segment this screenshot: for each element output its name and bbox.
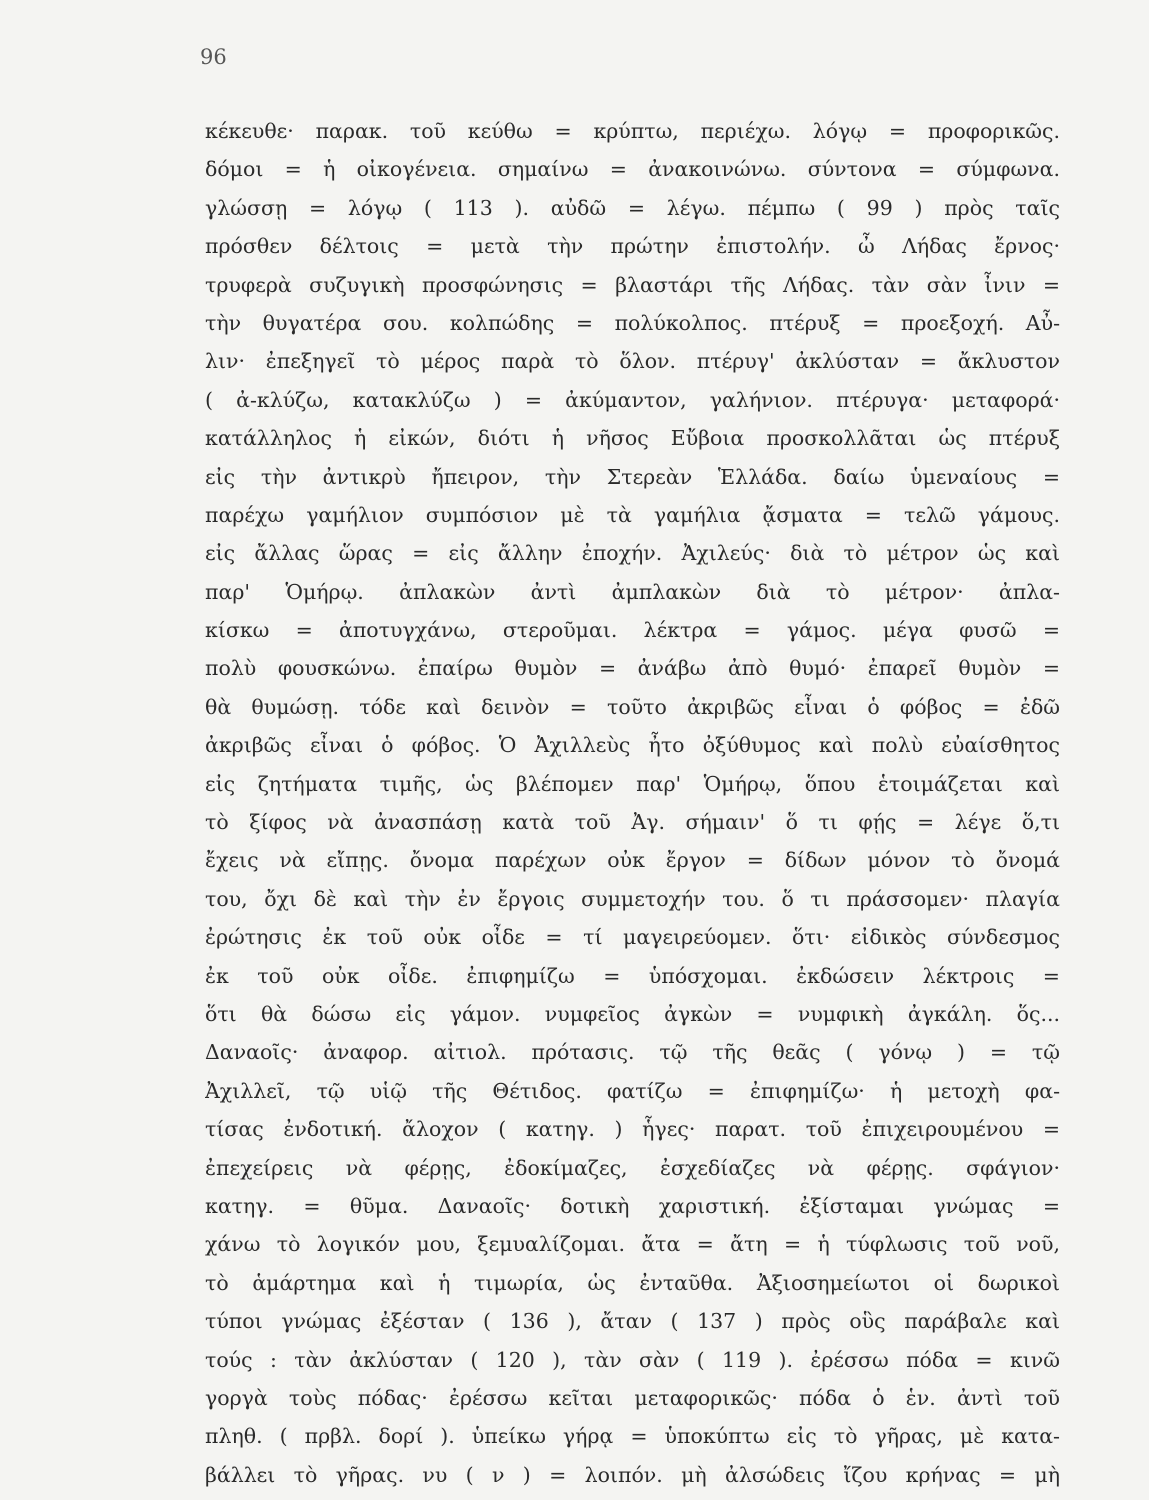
text-line: παρέχω γαμήλιον συμπόσιον μὲ τὰ γαμήλια ᾄσματα = τελῶ γάμους. bbox=[205, 502, 1060, 527]
text-line: Δαναοῖς· ἀναφορ. αἰτιολ. πρότασις. τῷ τῆς θεᾶς ( γόνῳ ) = τῷ bbox=[205, 1040, 1060, 1065]
text-line: δόμοι = ἡ οἰκογένεια. σημαίνω = ἀνακοινώνω. σύντονα = σύμφωνα. bbox=[205, 157, 1060, 182]
body-text bbox=[205, 112, 1060, 1494]
text-line: Ἀχιλλεῖ, τῷ υἱῷ τῆς Θέτιδος. φατίζω = ἐπιφημίζω· ἡ μετοχὴ φα- bbox=[205, 1078, 1060, 1103]
text-line: κατάλληλος ἡ εἰκών, διότι ἡ νῆσος Εὔβοια προσκολλᾶται ὡς πτέρυξ bbox=[205, 426, 1060, 451]
text-line: τρυφερὰ συζυγικὴ προσφώνησις = βλαστάρι τῆς Λήδας. τὰν σὰν ἶνιν = bbox=[205, 272, 1060, 297]
text-line: ὅτι θὰ δώσω εἰς γάμον. νυμφεῖος ἀγκὼν = νυμφικὴ ἀγκάλη. ὅς... bbox=[205, 1001, 1060, 1026]
text-line: του, ὄχι δὲ καὶ τὴν ἐν ἔργοις συμμετοχήν του. ὅ τι πράσσομεν· πλαγία bbox=[205, 886, 1060, 911]
text-line: θὰ θυμώσῃ. τόδε καὶ δεινὸν = τοῦτο ἀκριβῶς εἶναι ὁ φόβος = ἐδῶ bbox=[205, 694, 1060, 719]
text-line: ἐκ τοῦ οὐκ οἶδε. ἐπιφημίζω = ὑπόσχομαι. ἐκδώσειν λέκτροις = bbox=[205, 963, 1060, 988]
text-line: βάλλει τὸ γῆρας. νυ ( ν ) = λοιπόν. μὴ ἀλσώδεις ἴζου κρήνας = μὴ bbox=[205, 1462, 1060, 1487]
page-number: 96 bbox=[200, 45, 227, 69]
text-line: ἐπεχείρεις νὰ φέρῃς, ἐδοκίμαζες, ἐσχεδίαζες νὰ φέρῃς. σφάγιον· bbox=[205, 1155, 1060, 1180]
text-line: τὴν θυγατέρα σου. κολπώδης = πολύκολπος. πτέρυξ = προεξοχή. Αὖ- bbox=[205, 310, 1060, 335]
text-line: τούς : τὰν ἀκλύσταν ( 120 ), τὰν σὰν ( 119 ). ἐρέσσω πόδα = κινῶ bbox=[205, 1347, 1060, 1372]
text-line: εἰς τὴν ἀντικρὺ ἤπειρον, τὴν Στερεὰν Ἑλλάδα. δαίω ὑμεναίους = bbox=[205, 464, 1060, 489]
text-line: ἀκριβῶς εἶναι ὁ φόβος. Ὁ Ἀχιλλεὺς ἦτο ὀξύθυμος καὶ πολὺ εὐαίσθητος bbox=[205, 733, 1060, 758]
text-line: τύποι γνώμας ἐξέσταν ( 136 ), ἄταν ( 137 ) πρὸς οὓς παράβαλε καὶ bbox=[205, 1309, 1060, 1334]
text-line: τὸ ἁμάρτημα καὶ ἡ τιμωρία, ὡς ἐνταῦθα. Ἀξιοσημείωτοι οἱ δωρικοὶ bbox=[205, 1270, 1060, 1295]
text-line: πρόσθεν δέλτοις = μετὰ τὴν πρώτην ἐπιστολήν. ὦ Λήδας ἔρνος· bbox=[205, 234, 1060, 259]
text-line: τίσας ἐνδοτική. ἄλοχον ( κατηγ. ) ἧγες· παρατ. τοῦ ἐπιχειρουμένου = bbox=[205, 1117, 1060, 1142]
text-line: γοργὰ τοὺς πόδας· ἐρέσσω κεῖται μεταφορικῶς· πόδα ὁ ἑν. ἀντὶ τοῦ bbox=[205, 1385, 1060, 1410]
text-line: εἰς ζητήματα τιμῆς, ὡς βλέπομεν παρ' Ὁμήρῳ, ὅπου ἑτοιμάζεται καὶ bbox=[205, 771, 1060, 796]
text-line: εἰς ἄλλας ὥρας = εἰς ἄλλην ἐποχήν. Ἀχιλεύς· διὰ τὸ μέτρον ὡς καὶ bbox=[205, 541, 1060, 566]
text-line: κατηγ. = θῦμα. Δαναοῖς· δοτικὴ χαριστική. ἐξίσταμαι γνώμας = bbox=[205, 1193, 1060, 1218]
text-line: πληθ. ( πρβλ. δορί ). ὑπείκω γήρᾳ = ὑποκύπτω εἰς τὸ γῆρας, μὲ κατα- bbox=[205, 1424, 1060, 1449]
text-line: ( ἀ-κλύζω, κατακλύζω ) = ἀκύμαντον, γαλήνιον. πτέρυγα· μεταφορά· bbox=[205, 387, 1060, 412]
text-line: λιν· ἐπεξηγεῖ τὸ μέρος παρὰ τὸ ὅλον. πτέρυγ' ἀκλύσταν = ἄκλυστον bbox=[205, 349, 1060, 374]
text-line: γλώσσῃ = λόγῳ ( 113 ). αὐδῶ = λέγω. πέμπω ( 99 ) πρὸς ταῖς bbox=[205, 195, 1060, 220]
text-line: πολὺ φουσκώνω. ἐπαίρω θυμὸν = ἀνάβω ἀπὸ θυμό· ἐπαρεῖ θυμὸν = bbox=[205, 656, 1060, 681]
text-line: παρ' Ὁμήρῳ. ἀπλακὼν ἀντὶ ἀμπλακὼν διὰ τὸ μέτρον· ἀπλα- bbox=[205, 579, 1060, 604]
text-line: ἔχεις νὰ εἴπῃς. ὄνομα παρέχων οὐκ ἔργον = δίδων μόνον τὸ ὄνομά bbox=[205, 848, 1060, 873]
text-line: χάνω τὸ λογικόν μου, ξεμυαλίζομαι. ἄτα = ἄτη = ἡ τύφλωσις τοῦ νοῦ, bbox=[205, 1232, 1060, 1257]
text-line: τὸ ξίφος νὰ ἀνασπάσῃ κατὰ τοῦ Ἀγ. σήμαιν' ὅ τι φῄς = λέγε ὅ,τι bbox=[205, 810, 1060, 835]
text-line: κέκευθε· παρακ. τοῦ κεύθω = κρύπτω, περιέχω. λόγῳ = προφορικῶς. bbox=[205, 119, 1060, 143]
text-line: ἐρώτησις ἐκ τοῦ οὐκ οἶδε = τί μαγειρεύομεν. ὅτι· εἰδικὸς σύνδεσμος bbox=[205, 925, 1060, 950]
text-line: κίσκω = ἀποτυγχάνω, στεροῦμαι. λέκτρα = γάμος. μέγα φυσῶ = bbox=[205, 618, 1060, 643]
